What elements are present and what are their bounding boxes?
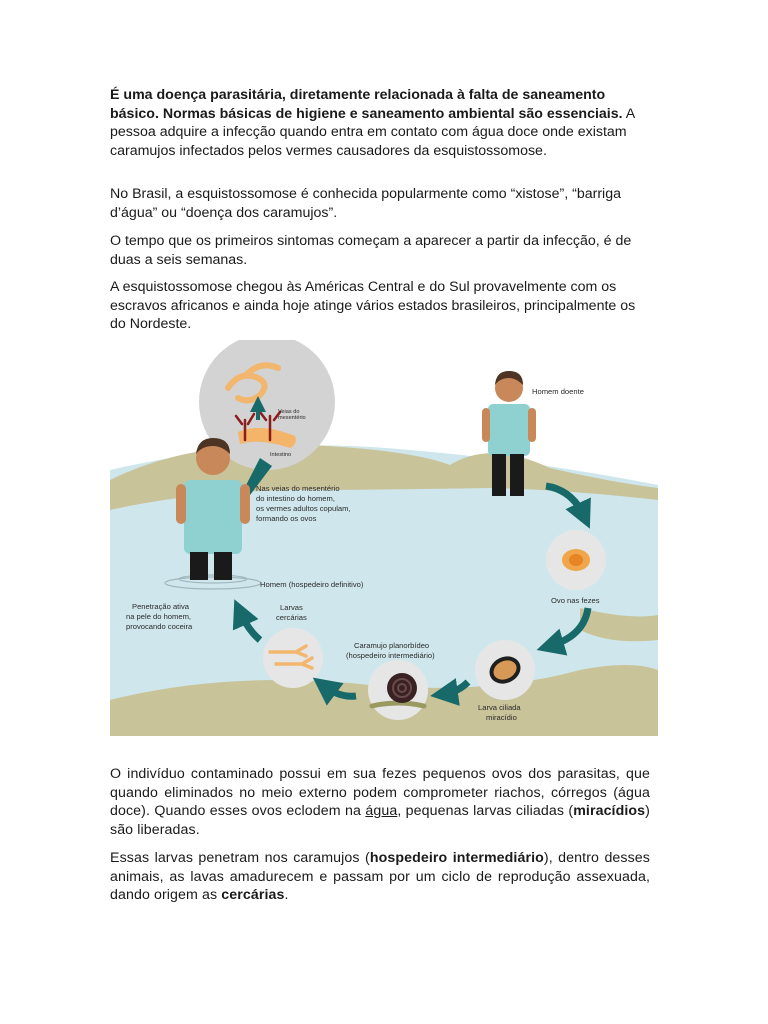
miracidios-term: miracídios — [573, 803, 646, 819]
label-penetracao-3: provocando coceira — [126, 622, 193, 631]
hospedeiro-term: hospedeiro intermediário — [369, 850, 544, 866]
label-ovo-nas-fezes: Ovo nas fezes — [551, 596, 600, 605]
larvas-text-2: ), dentro desses animais, as lavas amadurecem e passam por um ciclo de reprodução assexuada, dando origem as — [110, 850, 650, 903]
larvas-text-1: Essas larvas penetram nos caramujos ( — [110, 850, 370, 866]
label-hospedeiro-definitivo: Homem (hospedeiro definitivo) — [260, 580, 364, 589]
paragraph-xistose: No Brasil, a esquistossomose é conhecida popularmente como “xistose”, “barriga d’água” ou “doença dos caramujos”. — [110, 186, 621, 221]
label-miracidio: miracídio — [486, 713, 517, 722]
label-penetracao-1: Penetração ativa — [132, 602, 189, 611]
paragraph-larvas — [110, 849, 650, 905]
label-nas-veias-1: Nas veias do mesentério — [256, 484, 340, 493]
label-veias-2: mesentério — [278, 415, 306, 421]
intro-bold-2: Normas básicas de higiene e saneamento ambiental são essenciais. — [162, 105, 623, 122]
label-nas-veias-4: formando os ovos — [256, 514, 317, 523]
label-larva-ciliada: Larva ciliada — [478, 703, 521, 712]
label-larvas: Larvas — [280, 603, 303, 612]
label-cercarias: cercárias — [276, 613, 307, 622]
paragraph-sintomas: O tempo que os primeiros sintomas começam a aparecer a partir da infecção, é de duas a seis semanas. — [110, 233, 632, 268]
paragraph-intro — [110, 86, 650, 160]
label-nas-veias-3: os vermes adultos copulam, — [256, 504, 351, 513]
label-caramujo-1: Caramujo planorbídeo — [354, 641, 430, 650]
ovos-text-1: O indivíduo contaminado possui em sua fezes pequenos ovos dos parasitas, que quando eliminados no meio externo podem comprometer riachos, córregos (água doce). Quando esses ovos eclodem na — [110, 766, 650, 819]
intro-text: A pessoa adquire a infecção quando entra em contato com água doce onde existam caramujos infectados pelos vermes causadores da esquistossomose. — [110, 105, 635, 159]
intro-bold-1: É uma doença parasitária, diretamente relacionada à falta de saneamento básico. — [110, 87, 606, 122]
schistosomiasis-life-cycle-diagram — [110, 340, 658, 736]
ovos-text-2: , pequenas larvas ciliadas ( — [397, 803, 574, 819]
label-veias-1: Veias do — [278, 409, 300, 415]
larvas-text-3: . — [284, 887, 289, 903]
label-intestino: Intestino — [270, 452, 292, 458]
label-penetracao-2: na pele do homem, — [126, 612, 192, 621]
cercariae-circle — [263, 628, 323, 688]
cercarias-term: cercárias — [221, 887, 285, 903]
label-nas-veias-2: do intestino do homem, — [256, 494, 335, 503]
ovos-text-3: ) são liberadas. — [110, 803, 650, 838]
label-homem-doente: Homem doente — [532, 387, 584, 396]
label-caramujo-2: (hospedeiro intermediário) — [346, 651, 435, 660]
paragraph-ovos — [110, 765, 650, 839]
agua-link[interactable]: água — [365, 803, 398, 819]
paragraph-historia: A esquistossomose chegou às Américas Central e do Sul provavelmente com os escravos africanos e ainda hoje atinge vários estados brasileiros, principalmente os do Nordeste. — [110, 279, 636, 332]
